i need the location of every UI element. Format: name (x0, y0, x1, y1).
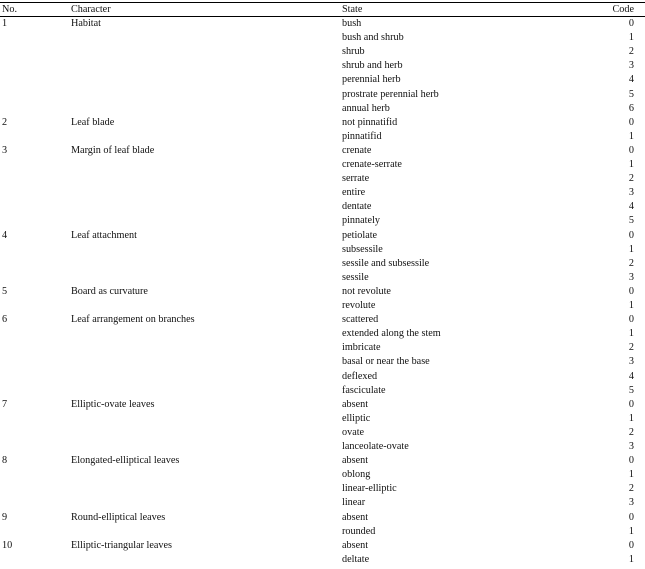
state-code: 5 (628, 384, 634, 396)
state-code: 0 (628, 539, 634, 551)
state-code: 3 (628, 271, 634, 283)
row-number: 4 (2, 229, 8, 241)
state-label: sessile and subsessile (342, 257, 430, 269)
state-code: 1 (628, 328, 634, 340)
state-label: dentate (342, 201, 372, 213)
row-character: Leaf blade (71, 116, 115, 128)
state-label: fasciculate (342, 384, 386, 396)
row-number: 2 (2, 116, 8, 128)
header-no: No. (2, 4, 17, 15)
state-code: 2 (628, 483, 634, 495)
state-label: bush (342, 18, 362, 29)
row-number: 9 (2, 511, 8, 523)
state-label: sessile (342, 271, 369, 283)
state-label: prostrate perennial herb (342, 88, 439, 100)
state-code: 1 (628, 130, 634, 142)
row-character: Leaf arrangement on branches (71, 314, 195, 326)
state-code: 2 (628, 257, 634, 269)
header-character: Character (71, 4, 111, 15)
state-label: entire (342, 187, 366, 199)
row-number: 10 (2, 539, 13, 551)
row-character: Margin of leaf blade (71, 144, 155, 156)
state-label: pinnately (342, 215, 380, 227)
state-label: deflexed (342, 370, 378, 382)
state-code: 0 (628, 285, 634, 297)
row-number: 5 (2, 285, 8, 297)
row-character: Elliptic-ovate leaves (71, 398, 155, 410)
state-label: annual herb (342, 102, 390, 114)
state-code: 0 (628, 314, 634, 326)
state-code: 3 (628, 60, 634, 72)
state-code: 0 (628, 455, 634, 467)
state-label: ovate (342, 426, 365, 438)
state-label: linear (342, 497, 366, 509)
state-label: revolute (342, 300, 376, 311)
state-label: linear-elliptic (342, 483, 397, 495)
state-label: deltate (342, 553, 370, 565)
header-code: Code (612, 4, 634, 15)
row-number: 8 (2, 455, 8, 467)
state-label: not revolute (342, 285, 391, 297)
state-label: not pinnatifid (342, 116, 398, 128)
state-label: basal or near the base (342, 356, 430, 368)
row-number: 3 (2, 144, 8, 156)
state-code: 0 (628, 18, 634, 29)
state-label: shrub (342, 46, 365, 58)
state-code: 3 (628, 497, 634, 509)
row-number: 6 (2, 314, 8, 326)
state-code: 1 (628, 553, 634, 565)
state-label: bush and shrub (342, 32, 404, 44)
state-code: 0 (628, 144, 634, 156)
state-label: lanceolate-ovate (342, 441, 409, 452)
state-label: oblong (342, 469, 371, 481)
state-code: 4 (628, 74, 634, 86)
state-label: serrate (342, 173, 370, 185)
state-code: 0 (628, 511, 634, 523)
state-label: pinnatifid (342, 130, 382, 142)
state-code: 2 (628, 426, 634, 438)
state-label: perennial herb (342, 74, 401, 86)
state-code: 0 (628, 398, 634, 410)
state-label: imbricate (342, 342, 381, 354)
state-code: 1 (628, 32, 634, 44)
table-top-rule (0, 2, 645, 3)
state-code: 3 (628, 441, 634, 452)
state-code: 0 (628, 116, 634, 128)
state-label: scattered (342, 314, 379, 326)
state-code: 0 (628, 229, 634, 241)
state-code: 4 (628, 201, 634, 213)
state-label: crenate (342, 144, 372, 156)
state-code: 3 (628, 187, 634, 199)
state-code: 6 (628, 102, 634, 114)
state-label: absent (342, 398, 369, 410)
row-character: Elongated-elliptical leaves (71, 455, 180, 467)
state-code: 1 (628, 412, 634, 424)
state-code: 2 (628, 46, 634, 58)
state-code: 5 (628, 215, 634, 227)
state-label: petiolate (342, 229, 378, 241)
row-number: 7 (2, 398, 8, 410)
state-code: 2 (628, 173, 634, 185)
state-label: absent (342, 539, 369, 551)
row-character: Leaf attachment (71, 229, 137, 241)
state-code: 1 (628, 243, 634, 255)
state-code: 5 (628, 88, 634, 100)
row-character: Elliptic-triangular leaves (71, 539, 172, 551)
state-label: rounded (342, 525, 376, 537)
row-character: Board as curvature (71, 285, 148, 297)
state-label: absent (342, 455, 369, 467)
state-code: 1 (628, 469, 634, 481)
state-code: 4 (628, 370, 634, 382)
state-label: absent (342, 511, 369, 523)
state-code: 3 (628, 356, 634, 368)
state-label: elliptic (342, 412, 371, 424)
state-code: 1 (628, 525, 634, 537)
state-label: crenate-serrate (342, 159, 402, 170)
state-label: subsessile (342, 243, 383, 255)
state-label: shrub and herb (342, 60, 403, 72)
row-character: Round-elliptical leaves (71, 511, 166, 523)
state-code: 2 (628, 342, 634, 354)
header-state: State (342, 4, 363, 15)
row-number: 1 (2, 18, 8, 29)
state-code: 1 (628, 159, 634, 170)
row-character: Habitat (71, 18, 101, 29)
header-rule (0, 16, 645, 17)
state-label: extended along the stem (342, 328, 441, 340)
state-code: 1 (628, 300, 634, 311)
